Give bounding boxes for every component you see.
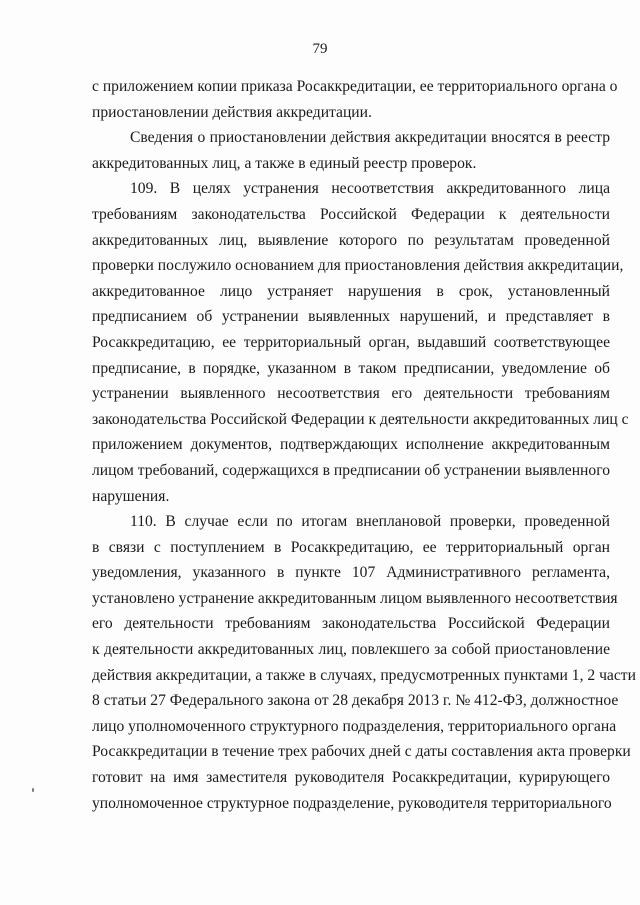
text-line: действия аккредитации, а также в случаях, предусмотренных пунктами 1, 2 части	[92, 666, 636, 684]
text-line: уведомления, указанного в пункте 107 Административного регламента,	[92, 564, 610, 582]
text-line: проверки послужило основанием для приостановления действия аккредитации,	[92, 257, 624, 275]
text-line: готовит на имя заместителя руководителя Росаккредитации, курирующего	[92, 769, 610, 787]
document-body	[92, 74, 636, 816]
text-line: законодательства Российской Федерации к деятельности аккредитованных лиц с	[92, 410, 629, 428]
text-line: предписанием об устранении выявленных нарушений, и представляет в	[92, 308, 610, 326]
text-line: аккредитованных лиц, выявление которого по результатам проведенной	[92, 231, 610, 249]
text-line: приложением документов, подтверждающих исполнение аккредитованным	[92, 436, 610, 454]
text-line: Росаккредитации в течение трех рабочих дней с даты составления акта проверки	[92, 743, 631, 761]
text-line: уполномоченное структурное подразделение, руководителя территориального	[92, 794, 612, 812]
text-line: лицо уполномоченного структурного подразделения, территориального органа	[92, 717, 617, 735]
text-line: устранении выявленного несоответствия его деятельности требованиям	[92, 385, 610, 403]
text-line: предписание, в порядке, указанном в таком предписании, уведомление об	[92, 359, 610, 377]
page-number: 79	[312, 41, 328, 57]
scan-speck	[32, 788, 34, 792]
text-line: установлено устранение аккредитованным лицом выявленного несоответствия	[92, 589, 618, 607]
text-line: Росаккредитацию, ее территориальный орган, выдавший соответствующее	[92, 333, 610, 351]
text-line: лицом требований, содержащихся в предписании об устранении выявленного	[92, 461, 610, 479]
text-line: приостановлении действия аккредитации.	[92, 103, 372, 121]
text-line: к деятельности аккредитованных лиц, повлекшего за собой приостановление	[92, 641, 610, 659]
text-line: требованиям законодательства Российской Федерации к деятельности	[92, 205, 610, 223]
text-line: аккредитованных лиц, а также в единый реестр проверок.	[92, 154, 477, 172]
text-line: 109. В целях устранения несоответствия аккредитованного лица	[130, 180, 610, 198]
text-line: Сведения о приостановлении действия аккредитации вносятся в реестр	[130, 129, 610, 147]
text-line: аккредитованное лицо устраняет нарушения в срок, установленный	[92, 282, 610, 300]
text-line: 110. В случае если по итогам внеплановой проверки, проведенной	[130, 513, 610, 531]
text-line: 8 статьи 27 Федерального закона от 28 декабря 2013 г. № 412-ФЗ, должностное	[92, 692, 619, 710]
text-line: его деятельности требованиям законодательства Российской Федерации	[92, 615, 610, 633]
text-line: в связи с поступлением в Росаккредитацию, ее территориальный орган	[92, 538, 610, 556]
text-line: нарушения.	[92, 487, 170, 505]
text-line: с приложением копии приказа Росаккредитации, ее территориального органа о	[92, 78, 618, 95]
